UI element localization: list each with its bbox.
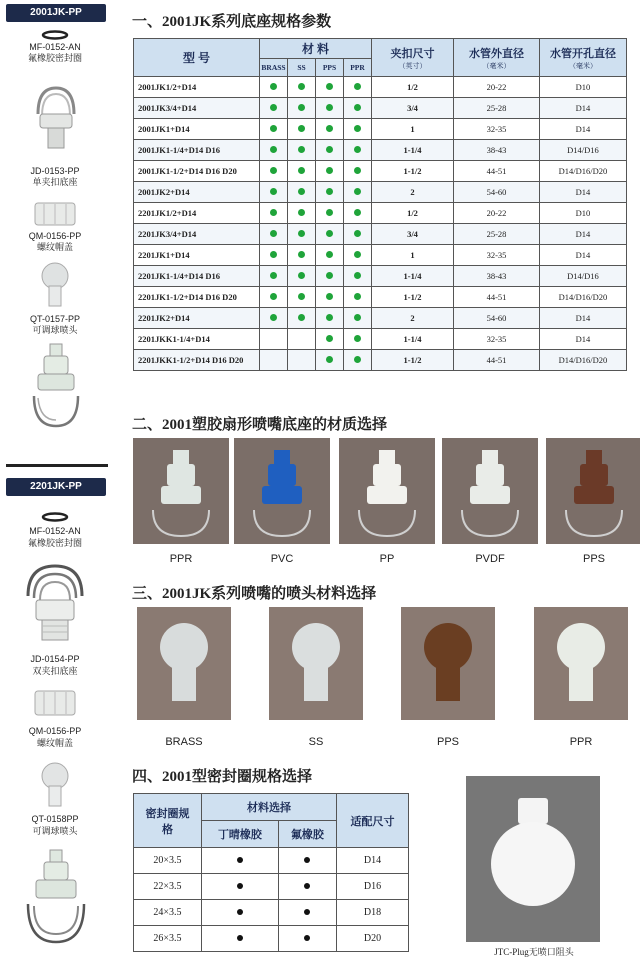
- single-clamp-base-icon: [30, 84, 82, 156]
- od-cell: 44-51: [454, 350, 540, 371]
- fit-cell: D20: [337, 926, 409, 952]
- material-cell: [344, 140, 372, 161]
- head-photo-ppr: [534, 607, 628, 720]
- material-cell: [316, 308, 344, 329]
- available-bullet: [304, 935, 310, 941]
- clamp-cell: 1-1/2: [372, 161, 454, 182]
- hole-cell: D14/D16: [540, 140, 627, 161]
- available-dot: [326, 83, 333, 90]
- material-cell: [344, 329, 372, 350]
- material-cell: [316, 350, 344, 371]
- base-photo-ppr: [133, 438, 229, 544]
- available-dot: [270, 188, 277, 195]
- material-cell: [288, 308, 316, 329]
- nbr-cell: [202, 848, 279, 874]
- material-cell: [316, 77, 344, 98]
- head-material-label: SS: [308, 736, 324, 748]
- material-cell: [344, 161, 372, 182]
- table-row: [134, 203, 627, 224]
- material-cell: [288, 329, 316, 350]
- available-dot: [298, 272, 305, 279]
- available-dot: [326, 104, 333, 111]
- head-material-label: PPS: [436, 736, 459, 748]
- available-dot: [298, 146, 305, 153]
- col-material: 材 料: [260, 39, 372, 59]
- available-dot: [326, 188, 333, 195]
- table-row: [134, 224, 627, 245]
- model-cell: 2001JK1-1/2+D14 D16 D20: [134, 161, 260, 182]
- model-cell: 2201JK1+D14: [134, 245, 260, 266]
- table-row: [134, 350, 627, 371]
- available-dot: [354, 167, 361, 174]
- section4-title: 四、2001型密封圈规格选择: [132, 769, 313, 785]
- clamp-cell: 1-1/4: [372, 329, 454, 350]
- available-dot: [270, 230, 277, 237]
- base-photo-pp: [339, 438, 435, 544]
- material-cell: [260, 119, 288, 140]
- fkm-cell: [278, 900, 336, 926]
- material-cell: [260, 224, 288, 245]
- available-dot: [354, 188, 361, 195]
- nbr-cell: [202, 926, 279, 952]
- clamp-cell: 1: [372, 245, 454, 266]
- table-row: [134, 182, 627, 203]
- model-cell: 2201JK1/2+D14: [134, 203, 260, 224]
- available-dot: [298, 293, 305, 300]
- available-dot: [298, 209, 305, 216]
- material-cell: [260, 245, 288, 266]
- available-dot: [354, 146, 361, 153]
- available-dot: [298, 125, 305, 132]
- available-dot: [326, 251, 333, 258]
- available-dot: [270, 104, 277, 111]
- material-cell: [260, 350, 288, 371]
- col-fkm: 氟橡胶: [278, 821, 336, 848]
- available-dot: [354, 209, 361, 216]
- material-cell: [260, 308, 288, 329]
- seal-spec-cell: 24×3.5: [134, 900, 202, 926]
- clamp-cell: 1-1/4: [372, 266, 454, 287]
- col-seal-spec: 密封圈规 格: [134, 794, 202, 848]
- material-cell: [344, 203, 372, 224]
- available-dot: [270, 209, 277, 216]
- available-dot: [326, 314, 333, 321]
- available-dot: [354, 356, 361, 363]
- part-name: 单夹扣底座: [32, 177, 78, 187]
- table-row: [134, 119, 627, 140]
- od-cell: 20-22: [454, 203, 540, 224]
- seal-table: [133, 793, 409, 952]
- thread-cap-icon: [32, 200, 78, 228]
- model-cell: 2201JK2+D14: [134, 308, 260, 329]
- assembled-nozzle-icon: [24, 846, 88, 946]
- col-clamp: 夹扣尺寸 （英寸）: [372, 39, 454, 77]
- sidebar: [0, 0, 120, 967]
- clamp-cell: 1-1/2: [372, 350, 454, 371]
- fkm-cell: [278, 848, 336, 874]
- available-dot: [354, 125, 361, 132]
- od-cell: 38-43: [454, 140, 540, 161]
- hole-cell: D14: [540, 119, 627, 140]
- table-row: [134, 140, 627, 161]
- material-cell: [344, 350, 372, 371]
- col-material-ss: SS: [288, 59, 316, 77]
- material-cell: [344, 287, 372, 308]
- col-material-brass: BRASS: [260, 59, 288, 77]
- od-cell: 32-35: [454, 119, 540, 140]
- material-cell: [316, 203, 344, 224]
- part-name: 可调球喷头: [32, 325, 78, 335]
- part-code: QM-0156-PP: [28, 231, 82, 241]
- material-cell: [316, 329, 344, 350]
- clamp-cell: 1-1/2: [372, 287, 454, 308]
- available-dot: [270, 293, 277, 300]
- head-material-label: PPR: [569, 736, 593, 748]
- fkm-cell: [278, 874, 336, 900]
- material-cell: [316, 266, 344, 287]
- model-cell: 2001JK1+D14: [134, 119, 260, 140]
- available-dot: [354, 83, 361, 90]
- available-dot: [354, 314, 361, 321]
- available-dot: [354, 272, 361, 279]
- hole-cell: D14: [540, 308, 627, 329]
- spec-table: [133, 38, 627, 371]
- material-cell: [316, 98, 344, 119]
- col-od: 水管外直径 （毫米）: [454, 39, 540, 77]
- base-material-label: PP: [379, 553, 395, 565]
- assembled-nozzle-icon: [28, 340, 84, 430]
- material-cell: [260, 77, 288, 98]
- col-material-pps: PPS: [316, 59, 344, 77]
- od-cell: 54-60: [454, 308, 540, 329]
- material-cell: [316, 224, 344, 245]
- material-cell: [260, 329, 288, 350]
- material-cell: [260, 287, 288, 308]
- part-name: 氟橡胶密封圈: [27, 53, 82, 63]
- model-cell: 2001JK3/4+D14: [134, 98, 260, 119]
- available-dot: [326, 356, 333, 363]
- material-cell: [260, 140, 288, 161]
- model-cell: 2201JK1-1/4+D14 D16: [134, 266, 260, 287]
- material-cell: [260, 182, 288, 203]
- material-cell: [288, 161, 316, 182]
- available-dot: [354, 104, 361, 111]
- available-bullet: [237, 883, 243, 889]
- available-dot: [270, 314, 277, 321]
- material-cell: [344, 308, 372, 329]
- available-dot: [270, 251, 277, 258]
- table-row: [134, 848, 409, 874]
- fit-cell: D14: [337, 848, 409, 874]
- available-bullet: [237, 909, 243, 915]
- part-code: QM-0156-PP: [28, 726, 82, 736]
- available-dot: [298, 104, 305, 111]
- model-cell: 2001JK1/2+D14: [134, 77, 260, 98]
- available-dot: [326, 125, 333, 132]
- clamp-cell: 2: [372, 182, 454, 203]
- hole-cell: D10: [540, 77, 627, 98]
- clamp-cell: 3/4: [372, 224, 454, 245]
- hole-cell: D14: [540, 182, 627, 203]
- clamp-cell: 1/2: [372, 203, 454, 224]
- table-row: [134, 98, 627, 119]
- material-cell: [316, 119, 344, 140]
- od-cell: 25-28: [454, 98, 540, 119]
- part-code: MF-0152-AN: [29, 42, 81, 52]
- col-seal-material: 材料选择: [202, 794, 337, 821]
- available-dot: [298, 188, 305, 195]
- od-cell: 32-35: [454, 245, 540, 266]
- available-dot: [326, 167, 333, 174]
- table-row: [134, 266, 627, 287]
- table-row: [134, 329, 627, 350]
- nbr-cell: [202, 900, 279, 926]
- clamp-cell: 1: [372, 119, 454, 140]
- material-cell: [316, 161, 344, 182]
- base-photo-pps: [546, 438, 640, 544]
- material-cell: [288, 245, 316, 266]
- available-bullet: [304, 883, 310, 889]
- available-dot: [326, 209, 333, 216]
- base-material-label: PPS: [582, 553, 605, 565]
- clamp-cell: 3/4: [372, 98, 454, 119]
- hole-cell: D14/D16/D20: [540, 161, 627, 182]
- material-cell: [260, 161, 288, 182]
- material-cell: [260, 98, 288, 119]
- hole-cell: D14: [540, 224, 627, 245]
- available-dot: [270, 125, 277, 132]
- available-dot: [298, 230, 305, 237]
- available-dot: [354, 293, 361, 300]
- head-photo-brass: [137, 607, 231, 720]
- available-dot: [354, 230, 361, 237]
- material-cell: [316, 287, 344, 308]
- material-cell: [288, 98, 316, 119]
- clamp-cell: 1/2: [372, 77, 454, 98]
- od-cell: 54-60: [454, 182, 540, 203]
- od-cell: 44-51: [454, 287, 540, 308]
- col-nbr: 丁晴橡胶: [202, 821, 279, 848]
- model-cell: 2201JK1-1/2+D14 D16 D20: [134, 287, 260, 308]
- plug-caption: JTC-Plug无喷口阻头: [494, 947, 574, 957]
- available-dot: [326, 230, 333, 237]
- seal-spec-cell: 26×3.5: [134, 926, 202, 952]
- o-ring-icon: [40, 512, 70, 522]
- table-row: [134, 926, 409, 952]
- material-cell: [344, 98, 372, 119]
- available-dot: [326, 335, 333, 342]
- hole-cell: D10: [540, 203, 627, 224]
- group2-label: 2201JK-PP: [6, 478, 106, 496]
- col-model: 型 号: [134, 39, 260, 77]
- hole-cell: D14/D16: [540, 266, 627, 287]
- material-cell: [288, 119, 316, 140]
- base-material-label: PVDF: [475, 553, 505, 565]
- material-cell: [288, 203, 316, 224]
- part-name: 双夹扣底座: [32, 666, 78, 676]
- od-cell: 44-51: [454, 161, 540, 182]
- material-cell: [288, 350, 316, 371]
- table-row: [134, 900, 409, 926]
- part-name: 螺纹帽盖: [36, 242, 73, 252]
- material-cell: [344, 119, 372, 140]
- available-dot: [270, 167, 277, 174]
- part-code: JD-0153-PP: [30, 166, 80, 176]
- head-photo-pps: [401, 607, 495, 720]
- col-material-ppr: PPR: [344, 59, 372, 77]
- available-dot: [270, 272, 277, 279]
- col-seal-fit: 适配尺寸: [337, 794, 409, 848]
- model-cell: 2201JKK1-1/2+D14 D16 D20: [134, 350, 260, 371]
- part-name: 可调球喷头: [32, 826, 78, 836]
- section3-title: 三、2001JK系列喷嘴的喷头材料选择: [132, 586, 377, 602]
- model-cell: 2201JKK1-1/4+D14: [134, 329, 260, 350]
- available-dot: [298, 251, 305, 258]
- material-cell: [344, 77, 372, 98]
- base-material-label: PVC: [270, 553, 294, 565]
- part-code: JD-0154-PP: [30, 654, 80, 664]
- table-row: [134, 308, 627, 329]
- seal-spec-cell: 22×3.5: [134, 874, 202, 900]
- available-dot: [298, 167, 305, 174]
- ball-nozzle-icon: [38, 260, 72, 310]
- hole-cell: D14: [540, 98, 627, 119]
- od-cell: 25-28: [454, 224, 540, 245]
- material-cell: [260, 266, 288, 287]
- hole-cell: D14/D16/D20: [540, 287, 627, 308]
- available-dot: [270, 83, 277, 90]
- table-row: [134, 287, 627, 308]
- material-cell: [344, 224, 372, 245]
- fit-cell: D18: [337, 900, 409, 926]
- o-ring-icon: [40, 30, 70, 40]
- part-name: 氟橡胶密封圈: [27, 538, 82, 548]
- material-cell: [288, 182, 316, 203]
- table-row: [134, 161, 627, 182]
- plug-icon: [466, 776, 600, 942]
- od-cell: 32-35: [454, 329, 540, 350]
- od-cell: 38-43: [454, 266, 540, 287]
- model-cell: 2001JK1-1/4+D14 D16: [134, 140, 260, 161]
- available-dot: [354, 251, 361, 258]
- divider: [6, 464, 108, 467]
- part-code: MF-0152-AN: [29, 526, 81, 536]
- table-row: [134, 245, 627, 266]
- hole-cell: D14/D16/D20: [540, 350, 627, 371]
- material-cell: [344, 266, 372, 287]
- col-hole: 水管开孔直径 （毫米）: [540, 39, 627, 77]
- head-material-label: BRASS: [165, 736, 203, 748]
- model-cell: 2001JK2+D14: [134, 182, 260, 203]
- base-material-label: PPR: [169, 553, 193, 565]
- thread-cap-icon: [32, 688, 78, 718]
- nbr-cell: [202, 874, 279, 900]
- available-dot: [298, 83, 305, 90]
- material-cell: [316, 140, 344, 161]
- hole-cell: D14: [540, 329, 627, 350]
- material-cell: [316, 245, 344, 266]
- available-dot: [326, 272, 333, 279]
- fit-cell: D16: [337, 874, 409, 900]
- available-bullet: [304, 857, 310, 863]
- hole-cell: D14: [540, 245, 627, 266]
- part-code: QT-0157-PP: [29, 314, 81, 324]
- available-dot: [270, 146, 277, 153]
- clamp-cell: 1-1/4: [372, 140, 454, 161]
- fkm-cell: [278, 926, 336, 952]
- model-cell: 2201JK3/4+D14: [134, 224, 260, 245]
- material-cell: [316, 182, 344, 203]
- plug-photo: [466, 776, 600, 942]
- group1-label: 2001JK-PP: [6, 4, 106, 22]
- seal-spec-cell: 20×3.5: [134, 848, 202, 874]
- material-cell: [344, 182, 372, 203]
- head-photo-ss: [269, 607, 363, 720]
- available-dot: [326, 146, 333, 153]
- ball-nozzle-icon: [38, 760, 72, 810]
- part-name: 螺纹帽盖: [36, 738, 73, 748]
- material-cell: [344, 245, 372, 266]
- material-cell: [260, 203, 288, 224]
- material-cell: [288, 224, 316, 245]
- clamp-cell: 2: [372, 308, 454, 329]
- double-clamp-base-icon: [22, 560, 88, 646]
- material-cell: [288, 266, 316, 287]
- available-bullet: [237, 857, 243, 863]
- material-cell: [288, 140, 316, 161]
- available-bullet: [237, 935, 243, 941]
- available-bullet: [304, 909, 310, 915]
- table-row: [134, 874, 409, 900]
- available-dot: [326, 293, 333, 300]
- od-cell: 20-22: [454, 77, 540, 98]
- available-dot: [298, 314, 305, 321]
- base-photo-pvdf: [442, 438, 538, 544]
- material-cell: [288, 287, 316, 308]
- table-row: [134, 77, 627, 98]
- part-code: QT-0158PP: [31, 814, 79, 824]
- base-photo-pvc: [234, 438, 330, 544]
- section2-title: 二、2001塑胶扇形喷嘴底座的材质选择: [132, 417, 388, 433]
- section1-title: 一、2001JK系列底座规格参数: [132, 14, 332, 30]
- material-cell: [288, 77, 316, 98]
- available-dot: [354, 335, 361, 342]
